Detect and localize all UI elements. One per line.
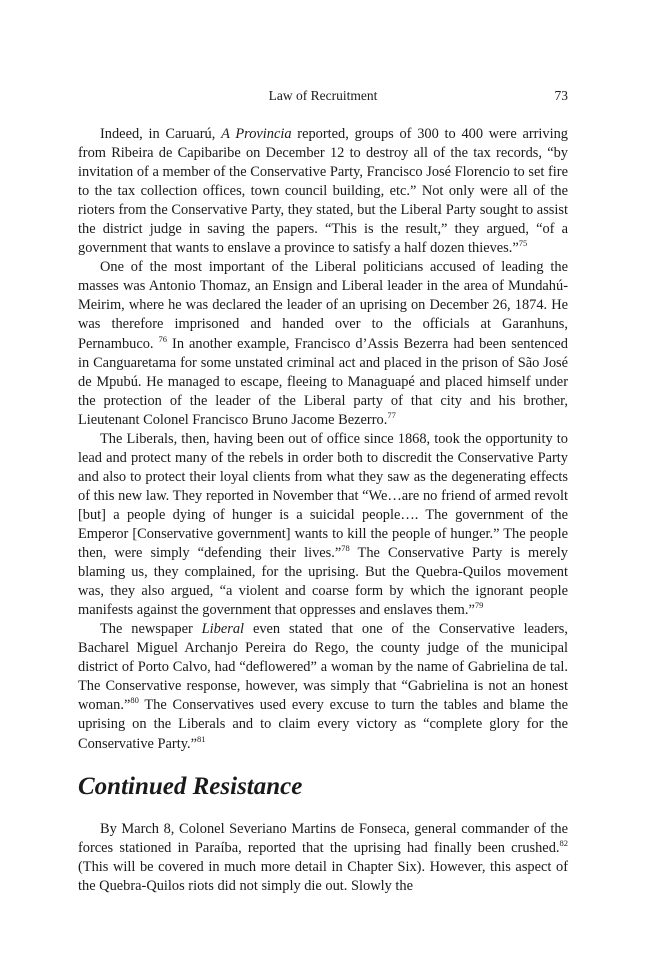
- text-run: The Conservative Party is merely blaming us, they complained, for the uprising. But the Quebra-Quilos movement was, they also argued, “a violent and coarse form by which the ignorant people manifests against the government that oppresses and enslaves them.”: [78, 545, 568, 619]
- section-text: [78, 820, 568, 896]
- section-heading: Continued Resistance: [78, 773, 303, 800]
- text-run: even stated that one of the Conservative leaders, Bacharel Miguel Archanjo Pereira do Rego, the county judge of the municipal district of Porto Calvo, had “deflowered” a woman by the name of Gabrielina de tal. The Conservative response, however, was simply that “Gabrielina is not an honest woman.”: [78, 621, 569, 714]
- footnote-ref: 77: [387, 409, 396, 420]
- footnote-ref: 79: [474, 600, 484, 611]
- text-run: By March 8, Colonel Severiano Martins de Fonseca, general commander of the forces stationed in Paraíba, reported that the uprising had finally been crushed.: [78, 821, 568, 857]
- text-run: reported, groups of 300 to 400 were arriving from Ribeira de Capibaribe on December 12 to destroy all of the tax records, “by invitation of a member of the Conservative Party, Francisco José Florencio to set fire to the tax collection offices, town council building, etc.” Not only were all of the rioters from the Conservative Party, they stated, but the Liberal Party sought to assist the district judge in saving the papers. “This is the result,” they argued, “of a government that wants to enslave a province to satisfy a half dozen thieves.”: [78, 126, 569, 257]
- paragraph: [78, 430, 568, 620]
- text-run: In another example, Francisco d’Assis Bezerra had been sentenced in Canguaretama for some unstated criminal act and placed in the prison of São José de Mpubú. He managed to escape, fleeing to Managuapé and placed himself under the protection of the leader of the Liberal party of that city and his brother, Lieutenant Colonel Francisco Bruno Jacome Bezerro.: [78, 335, 568, 428]
- text-run: The newspaper: [100, 621, 202, 638]
- main-text: [78, 125, 568, 754]
- italic-title: Liberal: [201, 621, 245, 638]
- footnote-ref: 80: [130, 695, 139, 706]
- footnote-ref: 82: [559, 838, 568, 849]
- running-header: [78, 88, 568, 106]
- footnote-ref: 78: [341, 543, 350, 554]
- text-run: One of the most important of the Liberal politicians accused of leading the masses was Antonio Thomaz, an Ensign and Liberal leader in the area of Mundahú-Meirim, where he was declared the leader of an uprising on December 26, 1874. He was therefore imprisoned and handed over to the officials at Garanhuns, Pernambuco.: [78, 259, 568, 352]
- text-run: The Conservatives used every excuse to turn the tables and blame the uprising on the Liberals and to claim every victory as “complete glory for the Conservative Party.”: [78, 697, 568, 752]
- paragraph: [78, 125, 568, 258]
- footnote-ref: 81: [196, 733, 206, 744]
- italic-title: A Provincia: [221, 126, 292, 142]
- paragraph: [78, 258, 568, 429]
- page-number: 73: [554, 88, 568, 103]
- text-run: The Liberals, then, having been out of office since 1868, took the opportunity to lead and protect many of the rebels in order both to discredit the Conservative Party and also to protect their loyal clients from what they saw as the degenerating effects of this new law. They reported in November that “We…are no friend of armed revolt [but] a people dying of hunger is a suicidal people…. The government of the Emperor [Conservative government] wants to kill the people of hunger.” The people then, were simply “defending their lives.”: [78, 430, 568, 562]
- paragraph: [78, 820, 568, 896]
- running-title: Law of Recruitment: [268, 88, 378, 103]
- footnote-ref: 75: [518, 238, 528, 249]
- footnote-ref: 76: [158, 333, 168, 344]
- text-run: (This will be covered in much more detail in Chapter Six). However, this aspect of the Quebra-Quilos riots did not simply die out. Slowly the: [78, 859, 568, 895]
- paragraph: [78, 620, 568, 753]
- text-run: Indeed, in Caruarú,: [100, 126, 222, 142]
